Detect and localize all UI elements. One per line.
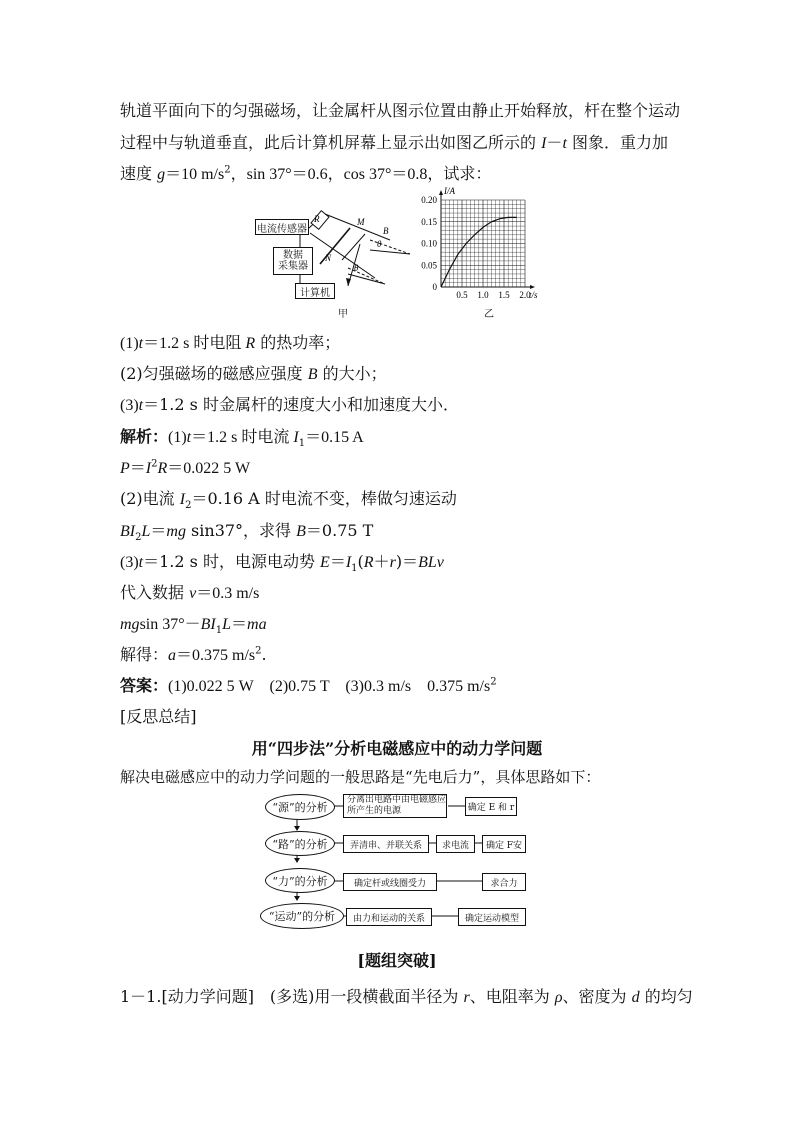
x-axis-label: t/s [529,290,538,300]
solution-line-3: (2)电流 $I_2=0.16$ A 时电流不变，棒做匀速运动 [120,489,457,512]
flow-box-determine-f: 确定 F安 [482,835,526,853]
flow-box-net-force: 求合力 [482,873,526,891]
data-collector-box: 数据 采集器 [273,247,313,275]
flow-oval-force: “力”的分析 [265,868,335,893]
flow-box-series-parallel: 弄清串、并联关系 [343,835,429,853]
section-title: [题组突破] [357,951,437,970]
question-1: (1)t＝1.2 s 时电阻 R 的热功率； [120,333,341,352]
label-theta-1: θ [377,239,382,249]
solution-line-4: $BI_2L=mg$ sin37°，求得 B＝0.75 T [120,521,374,544]
question-3: (3)t＝1.2 s 时金属杆的速度大小和加速度大小． [120,395,459,414]
flow-box-separate-source: 分离出电路中由电磁感应 所产生的电源 [343,794,447,818]
solution-line-2: $P=I^2R=0.022$ 5 W [120,458,251,477]
problem-1-1: 1－1.[动力学问题] (多选)用一段横截面半径为 r、电阻率为 ρ、密度为 d 的均匀 [120,987,693,1006]
figure-yi-chart [405,186,540,321]
solution-line-7: mgsin $37^\circ-BI_1L=ma$ [120,614,267,637]
flow-diagram [260,792,540,932]
flow-oval-source: “源”的分析 [265,794,335,820]
solution-line-1: 解析：(1)t＝1.2 s 时电流 $I_1=0.15$ A [120,427,364,450]
y-axis-arrow [439,190,443,195]
solution-line-8: 解得：a＝0.375 $m/s^2$. [120,645,267,664]
x-tick-label: 0.5 [456,290,468,300]
intro-line-3: 速度 g＝10 $m/s^2$，sin 37°＝0.6，cos 37°＝0.8，试求： [120,164,492,183]
intro-line-1: 轨道平面向下的匀强磁场，让金属杆从图示位置由静止开始释放，杆在整个运动 [120,101,681,120]
figure-jia [250,188,420,323]
figure-yi-caption: 乙 [484,309,494,320]
y-tick-label: 0.05 [421,260,437,271]
x-tick-label: 1.0 [477,290,489,300]
x-tick-label: 1.5 [498,290,510,300]
flow-oval-circuit: “路”的分析 [265,831,335,856]
y-tick-label: 0.10 [421,238,437,249]
current-sensor-box: 电流传感器 [255,219,309,235]
answer-line: 答案：(1)0.022 5 W (2)0.75 T (3)0.3 m/s 0.375 $m/s^2$ [120,676,497,695]
label-theta-2: θ [354,263,359,273]
flow-box-force-motion: 由力和运动的关系 [346,908,432,926]
x-tick-label: 2.0 [519,290,531,300]
solution-line-6: 代入数据 v＝0.3 m/s [120,583,260,602]
question-2: (2)匀强磁场的磁感应强度 B 的大小； [120,364,387,383]
figure-jia-caption: 甲 [338,309,348,320]
label-R: R [314,214,320,224]
label-M: M [357,217,365,227]
label-N: N [325,253,332,263]
solution-line-5: (3)t＝1.2 s 时，电源电动势 $E=I_1(R+r)=BLv$ [120,552,444,575]
flow-box-find-current: 求电流 [436,835,475,853]
y-axis-label: I/A [444,186,455,196]
flow-box-motion-model: 确定运动模型 [458,908,526,926]
flow-box-rod-force: 确定杆或线圈受力 [343,873,437,891]
reflection-heading: [反思总结] [120,707,197,726]
y-tick-label: 0.20 [421,195,437,205]
x-axis-arrow [530,285,535,289]
label-B: B [383,226,389,236]
reflection-intro: 解决电磁感应中的动力学问题的一般思路是“先电后力”，具体思路如下： [120,768,601,786]
computer-box: 计算机 [295,283,335,299]
reflection-title: 用“四步法”分析电磁感应中的动力学问题 [251,739,543,758]
flow-oval-motion: “运动”的分析 [260,903,344,929]
y-tick-label: 0.15 [421,216,437,227]
y-tick-label: 0 [432,282,437,292]
flow-box-determine-e-r: 确定 E 和 r [465,797,517,816]
intro-line-2: 过程中与轨道垂直，此后计算机屏幕上显示出如图乙所示的 I－t 图象．重力加 [120,133,668,152]
